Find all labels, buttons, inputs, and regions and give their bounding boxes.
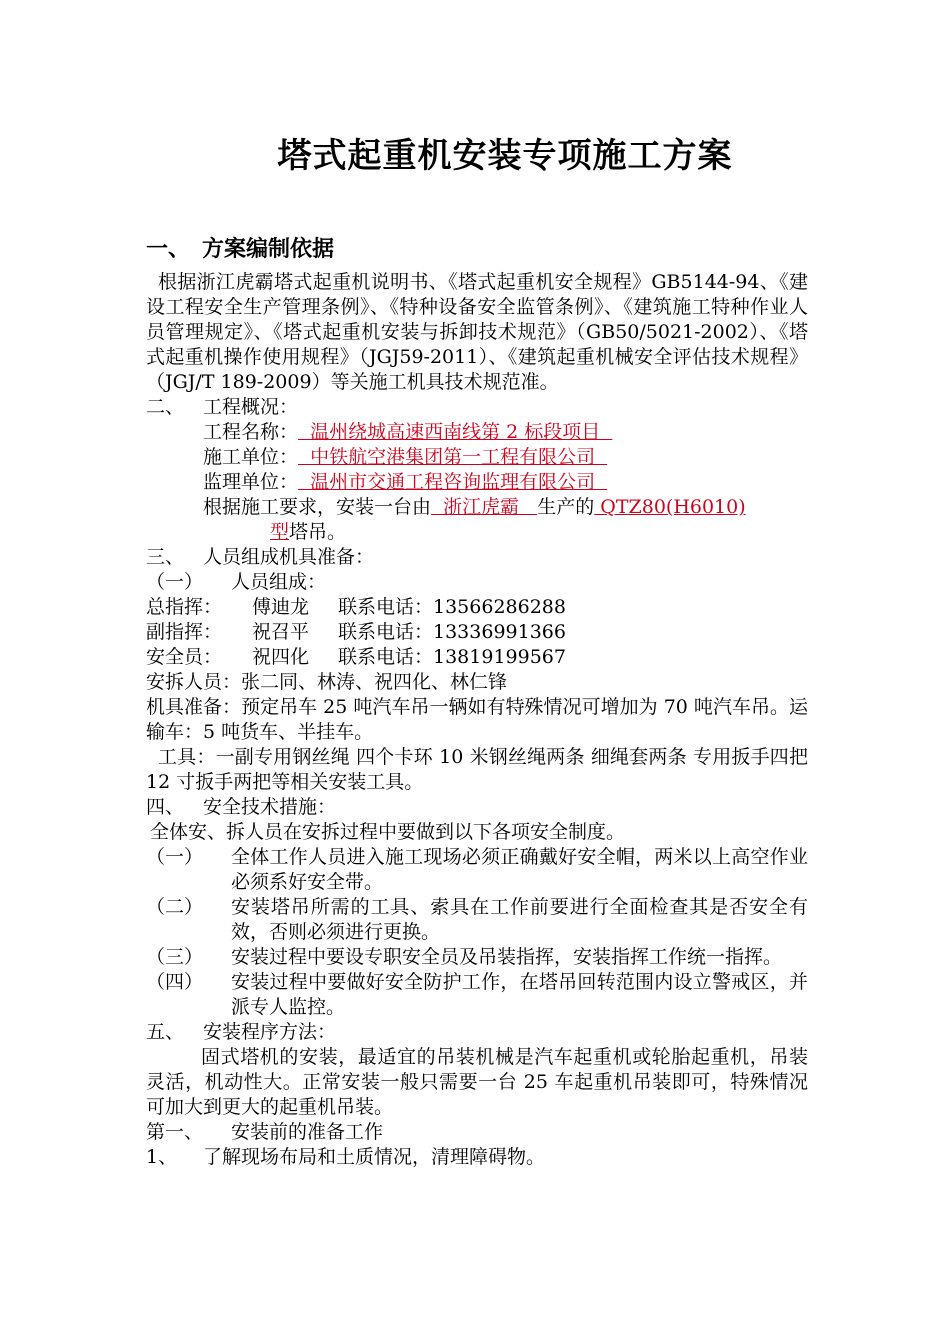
section-heading-5: 五、 安装程序方法：	[146, 1021, 337, 1043]
requirement-line-2: 型塔吊。	[270, 521, 347, 543]
step-heading: 第一、 安装前的准备工作	[146, 1121, 384, 1143]
method-paragraph: 固式塔机的安装，最适宜的吊装机械是汽车起重机或轮胎起重机，吊装灵活，机动性大。正常安装一般只需要一台 25 车起重机吊装即可，特殊情况可加大到更大的起重机吊装。	[146, 1046, 808, 1118]
safety-item: （一） 全体工作人员进入施工现场必须正确戴好安全帽，两米以上高空作业必须系好安全带。	[146, 846, 808, 893]
section-heading-4: 四、 安全技术措施：	[146, 796, 337, 818]
safety-item: （三） 安装过程中要设专职安全员及吊装指挥，安装指挥工作统一指挥。	[146, 946, 783, 968]
supervisor-value: 温州市交通工程咨询监理有限公司	[298, 471, 608, 493]
contact-row: 副指挥： 祝召平 联系电话：13336991366	[146, 621, 566, 643]
document-body	[146, 270, 808, 1170]
project-name-row: 工程名称： 温州绕城高速西南线第 2 标段项目	[203, 421, 613, 443]
step-item: 1、 了解现场布局和土质情况，清理障碍物。	[146, 1146, 546, 1168]
subsection-heading: （一） 人员组成：	[146, 571, 327, 593]
contact-row: 总指挥： 傅迪龙 联系电话：13566286288	[146, 596, 566, 618]
project-name-value: 温州绕城高速西南线第 2 标段项目	[298, 421, 613, 443]
tools-paragraph: 工具：一副专用钢丝绳 四个卡环 10 米钢丝绳两条 细绳套两条 专用扳手四把 12 寸扳手两把等相关安装工具。	[146, 746, 808, 793]
safety-item: （四） 安装过程中要做好安全防护工作，在塔吊回转范围内设立警戒区，并派专人监控。	[146, 971, 808, 1018]
safety-intro: 全体安、拆人员在安拆过程中要做到以下各项安全制度。	[150, 821, 626, 843]
maker-value: 浙江虎霸	[431, 496, 538, 518]
section-number: 一、	[146, 237, 191, 262]
staff-line: 安拆人员：张二同、林涛、祝四化、林仁锋	[146, 671, 508, 693]
contact-row: 安全员： 祝四化 联系电话：13819199567	[146, 646, 566, 668]
builder-row: 施工单位： 中铁航空港集团第一工程有限公司	[203, 446, 608, 468]
document-title: 塔式起重机安装专项施工方案	[277, 136, 733, 176]
requirement-line: 根据施工要求，安装一台由 浙江虎霸 生产的 QTZ80(H6010)	[203, 496, 746, 518]
model-value: QTZ80(H6010)	[594, 496, 746, 518]
section-heading-1	[146, 232, 334, 263]
builder-value: 中铁航空港集团第一工程有限公司	[298, 446, 608, 468]
section-title: 方案编制依据	[202, 237, 335, 262]
basis-paragraph: 根据浙江虎霸塔式起重机说明书、《塔式起重机安全规程》GB5144-94、《建设工程安全生产管理条例》、《特种设备安全监管条例》、《建筑施工特种作业人员管理规定》、《塔式起重机安装与拆卸技术规范》（GB50/5021-2002）、《塔式起重机操作使用规程》（JGJ59-2011）、《建筑起重机械安全评估技术规程》（JGJ/T 189-2009）等关施工机具技术规范准。	[146, 271, 808, 393]
section-heading-3: 三、 人员组成机具准备：	[146, 546, 375, 568]
safety-item: （二） 安装塔吊所需的工具、索具在工作前要进行全面检查其是否安全有效，否则必须进行更换。	[146, 896, 808, 943]
supervisor-row: 监理单位： 温州市交通工程咨询监理有限公司	[203, 471, 608, 493]
section-heading-2: 二、 工程概况：	[146, 396, 299, 418]
equipment-paragraph: 机具准备：预定吊车 25 吨汽车吊一辆如有特殊情况可增加为 70 吨汽车吊。运输车：5 吨货车、半挂车。	[146, 696, 808, 743]
